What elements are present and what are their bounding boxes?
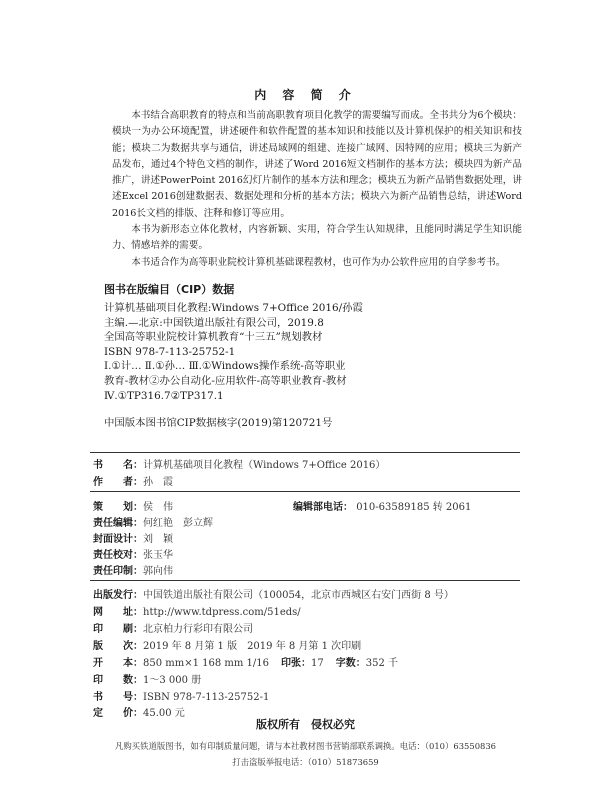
cip-line: 教育-教材②办公自动化-应用软件-高等职业教育-教材 (104, 374, 347, 387)
summary-text (112, 108, 522, 271)
cip-data (104, 301, 404, 403)
editorial-phone-row (293, 498, 471, 513)
format-value: 850 mm×1 168 mm 1/16 (143, 658, 270, 669)
word-count-value: 352 千 (365, 658, 399, 669)
price-value: 45.00 元 (143, 708, 185, 719)
print-run-value: 1～3 000 册 (143, 675, 202, 686)
copyright-notice-title: 版权所有 侵权必究 (256, 718, 355, 731)
isbn-label: 书 号： (93, 692, 143, 703)
divider (90, 580, 520, 581)
word-count-label: 字数： (335, 658, 366, 669)
editors-row (93, 514, 213, 529)
planning-row (93, 498, 173, 513)
editors-value: 何红艳 彭立辉 (143, 518, 213, 529)
cover-design-row (93, 530, 173, 545)
cip-line: Ⅳ.①TP316.7②TP317.1 (104, 389, 224, 402)
website-value: http://www.tdpress.com/51eds/ (143, 607, 301, 618)
sheets-label: 印张： (281, 658, 312, 669)
proofreader-value: 张玉华 (143, 550, 173, 561)
cip-line: 全国高等职业院校计算机教育“十三五”规划教材 (104, 331, 323, 344)
editorial-phone-value: 010-63589185 转 2061 (356, 502, 472, 513)
print-run-row (93, 671, 201, 686)
author-value: 孙 霞 (143, 477, 173, 488)
print-run-label: 印 数： (93, 675, 143, 686)
format-label: 开 本： (93, 658, 143, 669)
publisher-row (93, 586, 454, 601)
cip-line: 计算机基础项目化教程:Windows 7+Office 2016/孙霞 (104, 302, 363, 314)
editors-label: 责任编辑： (93, 518, 143, 529)
book-name-value: 计算机基础项目化教程（Windows 7+Office 2016） (143, 460, 386, 471)
print-manager-row (93, 562, 173, 577)
cip-heading: 图书在版编目（CIP）数据 (104, 283, 235, 296)
author-label: 作 者： (93, 477, 143, 488)
edition-row (93, 637, 361, 652)
publisher-value: 中国铁道出版社有限公司（100054，北京市西城区右安门西街 8 号） (143, 590, 454, 601)
piracy-report: 打击盗版举报电话：（010）51873659 (232, 757, 379, 767)
cip-line: Ⅰ.①计… Ⅱ.①孙… Ⅲ.①Windows操作系统-高等职业 (104, 360, 346, 373)
print-manager-label: 责任印制： (93, 566, 143, 577)
proofreader-label: 责任校对： (93, 550, 143, 561)
edition-value: 2019 年 8 月第 1 版 2019 年 8 月第 1 次印刷 (143, 641, 362, 652)
summary-paragraph: 本书适合作为高等职业院校计算机基础课程教材，也可作为办公软件应用的自学参考书。 (131, 256, 506, 268)
price-label: 定 价： (93, 708, 143, 719)
printer-label: 印 刷： (93, 624, 143, 635)
publisher-label: 出版发行： (93, 590, 143, 601)
isbn-value: ISBN 978-7-113-25752-1 (143, 692, 270, 703)
cip-record-number: 中国版本图书馆CIP数据核字(2019)第120721号 (104, 417, 333, 429)
print-manager-value: 郭向伟 (143, 566, 173, 577)
edition-label: 版 次： (93, 641, 143, 652)
cip-line: 主编.—北京:中国铁道出版社有限公司，2019.8 (104, 316, 324, 329)
cip-line: ISBN 978-7-113-25752-1 (104, 345, 236, 358)
divider (90, 491, 520, 492)
website-label: 网 址： (93, 607, 143, 618)
isbn-row (93, 688, 269, 703)
planning-value: 侯 伟 (143, 502, 173, 513)
summary-paragraph: 本书结合高职教育的特点和当前高职教育项目化教学的需要编写而成。全书共分为6个模块：模块一为办公环境配置，讲述硬件和软件配置的基本知识和技能以及计算机保护的相关知识和技能；模块二为数据共享与通信，讲述局域网的组建、连接广域网、因特网的应用；模块三为新产品发布，通过4个特色文档的制作，讲述了Word 2016短文档制作的基本方法；模块四为新产品推广，讲述PowerPoint 2016幻灯片制作的基本方法和理念；模块五为新产品销售数据处理，讲述Excel 2016创建数据表、数据处理和分析的基本方法；模块六为新产品销售总结，讲述Word 2016长文档的排版、注释和修订等应用。 (112, 110, 522, 219)
summary-title: 内 容 简 介 (254, 88, 357, 102)
editorial-phone-label: 编辑部电话： (293, 502, 353, 513)
printer-row (93, 620, 253, 635)
proofreader-row (93, 546, 173, 561)
summary-paragraph: 本书为新形态立体化教材，内容新颖、实用，符合学生认知规律，且能同时满足学生知识能力、情感培养的需要。 (112, 224, 522, 252)
book-name-label: 书 名： (93, 460, 143, 471)
quality-notice: 凡购买铁道版图书，如有印制质量问题，请与本社教材图书营销部联系调换。电话：（010）63550836 (114, 741, 497, 751)
sheets-value: 17 (311, 658, 324, 669)
website-row (93, 603, 301, 618)
author-row (93, 473, 173, 488)
cover-design-value: 刘 颖 (143, 534, 173, 545)
book-name-row (93, 456, 385, 471)
divider (90, 452, 520, 453)
format-row (93, 654, 398, 669)
planning-label: 策 划： (93, 502, 143, 513)
printer-value: 北京柏力行彩印有限公司 (143, 624, 253, 635)
cover-design-label: 封面设计： (93, 534, 143, 545)
